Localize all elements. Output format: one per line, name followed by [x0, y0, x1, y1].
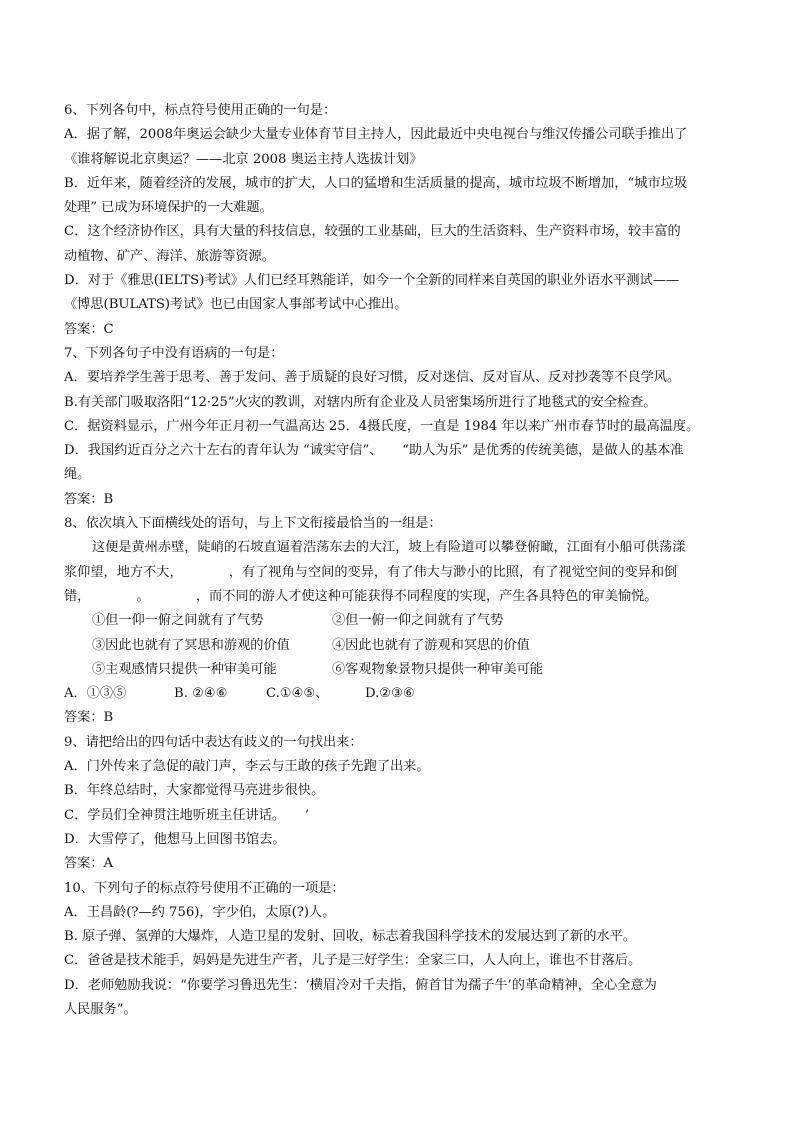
q8-statement-2: ②但一俯一仰之间就有了气势: [332, 613, 504, 629]
document-content: [64, 99, 730, 1022]
q6-option-b-line2: 处理” 已成为环境保护的一大难题。: [64, 200, 273, 216]
q6-option-a-line2: 《谁将解说北京奥运？——北京 2008 奥运主持人选拔计划》: [64, 151, 423, 167]
q10-stem: 10、下列句子的标点符号使用不正确的一项是：: [64, 880, 345, 896]
q10-option-c: C．爸爸是技术能手，妈妈是先进生产者，儿子是三好学生：全家三口，人人向上，谁也不甘落后。: [64, 953, 642, 969]
q9-option-b: B．年终总结时，大家都觉得马亮进步很快。: [64, 783, 325, 799]
q6-option-b-line1: B．近年来，随着经济的发展，城市的扩大，人口的猛增和生活质量的提高，城市垃圾不断增加，“城市垃圾: [64, 175, 688, 191]
q10-option-a: A．王昌龄(?—约 756)，字少伯，太原(?)人。: [64, 904, 336, 920]
q7-option-a: A．要培养学生善于思考、善于发问、善于质疑的良好习惯，反对迷信、反对盲从、反对抄袭等不良学风。: [64, 370, 681, 386]
q8-passage-line3: 错， 。 ，而不同的游人才使这种可能获得不同程度的实现，产生各具特色的审美愉悦。: [64, 588, 658, 604]
q6-option-c-line2: 动植物、矿产、海洋、旅游等资源。: [64, 248, 275, 264]
q8-passage-line1: 这便是黄州赤壁，陡峭的石坡直逼着浩荡东去的大江，坡上有险道可以攀登俯瞰，江面有小船可供荡漾: [92, 540, 686, 556]
q8-answer: 答案：B: [64, 710, 114, 726]
q6-option-c-line1: C．这个经济协作区，具有大量的科技信息，较强的工业基础，巨大的生活资料、生产资料市场，较丰富的: [64, 224, 681, 240]
q8-statement-5: ⑤主观感情只提供一种审美可能: [92, 661, 277, 677]
q10-option-b: B. 原子弹、氢弹的大爆炸，人造卫星的发射、回收，标志着我国科学技术的发展达到了新的水平。: [64, 929, 636, 945]
q8-options-row2: [64, 634, 730, 658]
q6-option-d-line1: D．对于《雅思(IELTS)考试》人们已经耳熟能详，如今一个全新的同样来自英国的职业外语水平测试——: [64, 273, 680, 289]
q6-answer: 答案：C: [64, 321, 114, 337]
q8-statement-1: ①但一仰一俯之间就有了气势: [92, 613, 264, 629]
q8-choice-d: D.②③⑥: [365, 686, 415, 702]
q8-passage-line2: 浆仰望，地方不大， ，有了视角与空间的变异，有了伟大与渺小的比照，有了视觉空间的变异和倒: [64, 564, 678, 580]
q8-stem: 8、依次填入下面横线处的语句，与上下文衔接最恰当的一组是：: [64, 516, 442, 532]
q9-option-d: D．大雪停了，他想马上回图书馆去。: [64, 831, 286, 847]
q6-stem: 6、下列各句中，标点符号使用正确的一句是：: [64, 103, 337, 118]
q9-option-c: C．学员们全神贯注地听班主任讲话。 ’: [64, 807, 310, 823]
q8-choice-b: B. ②④⑥: [174, 686, 228, 702]
q6-option-a-line1: A．据了解，2008年奥运会缺少大量专业体育节目主持人，因此最近中央电视台与维汉传播公司联手推出了: [64, 127, 688, 143]
q8-statement-4: ④因此也就有了游观和冥思的价值: [332, 637, 530, 653]
q8-options-row1: [64, 609, 730, 633]
q9-option-a: A．门外传来了急促的敲门声，李云与王敢的孩子先跑了出来。: [64, 759, 430, 775]
q8-statement-6: ⑥客观物象景物只提供一种审美可能: [332, 661, 543, 677]
q7-option-d-line1: D．我国约近百分之六十左右的青年认为 “诚实守信”、 “助人为乐” 是优秀的传统美德，是做人的基本准: [64, 443, 684, 459]
q8-choice-a: A．①③⑤: [64, 686, 127, 702]
q9-stem: 9、请把给出的四句话中表达有歧义的一句找出来：: [64, 734, 363, 750]
q8-choices-row: [64, 682, 730, 706]
q8-options-row3: [64, 658, 730, 682]
q10-option-d-line2: 人民服务”。: [64, 1001, 137, 1017]
q7-answer: 答案：B: [64, 491, 114, 507]
q10-option-d-line1: D．老师勉励我说：“你要学习鲁迅先生：‘横眉冷对千夫指，俯首甘为孺子牛’的革命精神，全心全意为: [64, 977, 657, 993]
q9-answer: 答案：A: [64, 856, 114, 872]
q7-stem: 7、下列各句子中没有语病的一句是：: [64, 345, 284, 361]
q8-choice-c: C.①④⑤、: [266, 686, 329, 702]
q7-option-c: C．据资料显示，广州今年正月初一气温高达 25．4摄氏度，一直是 1984 年以来广州市春节时的最高温度。: [64, 418, 700, 434]
q7-option-d-line2: 绳。: [64, 467, 91, 483]
q7-option-b: B.有关部门吸取洛阳“12·25”火灾的教训，对辖内所有企业及人员密集场所进行了地毯式的安全检查。: [64, 394, 657, 410]
q6-option-d-line2: 《博思(BULATS)考试》也已由国家人事部考试中心推出。: [64, 297, 408, 313]
q8-statement-3: ③因此也就有了冥思和游观的价值: [92, 637, 290, 653]
